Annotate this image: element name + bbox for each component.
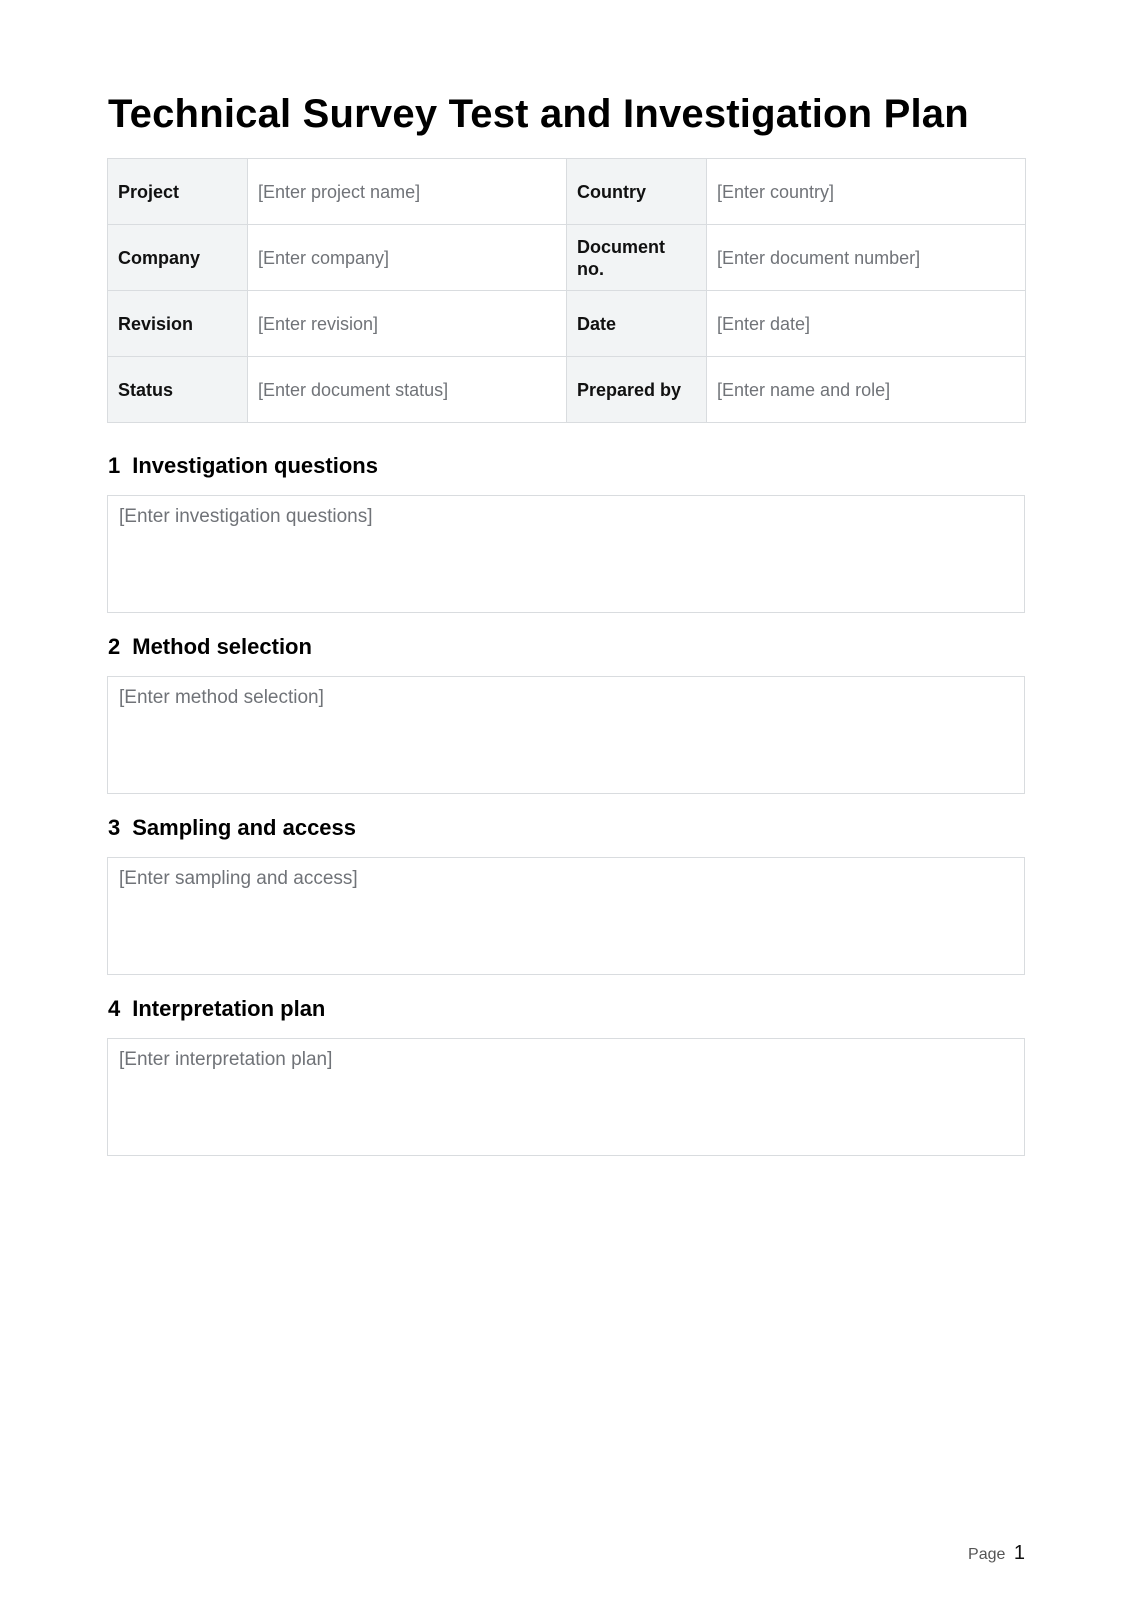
date-label: Date <box>567 291 707 357</box>
section-heading-method-selection <box>108 633 312 661</box>
interpretation-plan-field[interactable]: [Enter interpretation plan] <box>107 1038 1025 1156</box>
country-label: Country <box>567 159 707 225</box>
prepared-by-field[interactable]: [Enter name and role] <box>707 357 1026 423</box>
document-info-table <box>107 158 1026 423</box>
table-row <box>108 357 1026 423</box>
project-field[interactable]: [Enter project name] <box>248 159 567 225</box>
section-title: Interpretation plan <box>132 996 326 1021</box>
document-number-field[interactable]: [Enter document number] <box>707 225 1026 291</box>
table-row <box>108 225 1026 291</box>
investigation-questions-field[interactable]: [Enter investigation questions] <box>107 495 1025 613</box>
table-row <box>108 159 1026 225</box>
project-label: Project <box>108 159 248 225</box>
company-field[interactable]: [Enter company] <box>248 225 567 291</box>
section-number: 2 <box>108 634 121 659</box>
revision-field[interactable]: [Enter revision] <box>248 291 567 357</box>
section-heading-investigation-questions <box>108 452 378 480</box>
method-selection-field[interactable]: [Enter method selection] <box>107 676 1025 794</box>
company-label: Company <box>108 225 248 291</box>
document-number-label: Document no. <box>567 225 707 291</box>
page-title: Technical Survey Test and Investigation Plan <box>108 92 969 136</box>
revision-label: Revision <box>108 291 248 357</box>
section-title: Sampling and access <box>132 815 357 840</box>
country-field[interactable]: [Enter country] <box>707 159 1026 225</box>
page-footer <box>968 1542 1025 1565</box>
status-label: Status <box>108 357 248 423</box>
section-number: 4 <box>108 996 121 1021</box>
section-title: Investigation questions <box>132 453 378 478</box>
prepared-by-label: Prepared by <box>567 357 707 423</box>
date-field[interactable]: [Enter date] <box>707 291 1026 357</box>
section-heading-sampling-and-access <box>108 814 356 842</box>
section-number: 1 <box>108 453 121 478</box>
status-field[interactable]: [Enter document status] <box>248 357 567 423</box>
sampling-and-access-field[interactable]: [Enter sampling and access] <box>107 857 1025 975</box>
page-number: 1 <box>1013 1542 1025 1564</box>
page-label: Page <box>968 1546 1006 1563</box>
table-row <box>108 291 1026 357</box>
section-heading-interpretation-plan <box>108 995 325 1023</box>
section-title: Method selection <box>132 634 312 659</box>
section-number: 3 <box>108 815 121 840</box>
